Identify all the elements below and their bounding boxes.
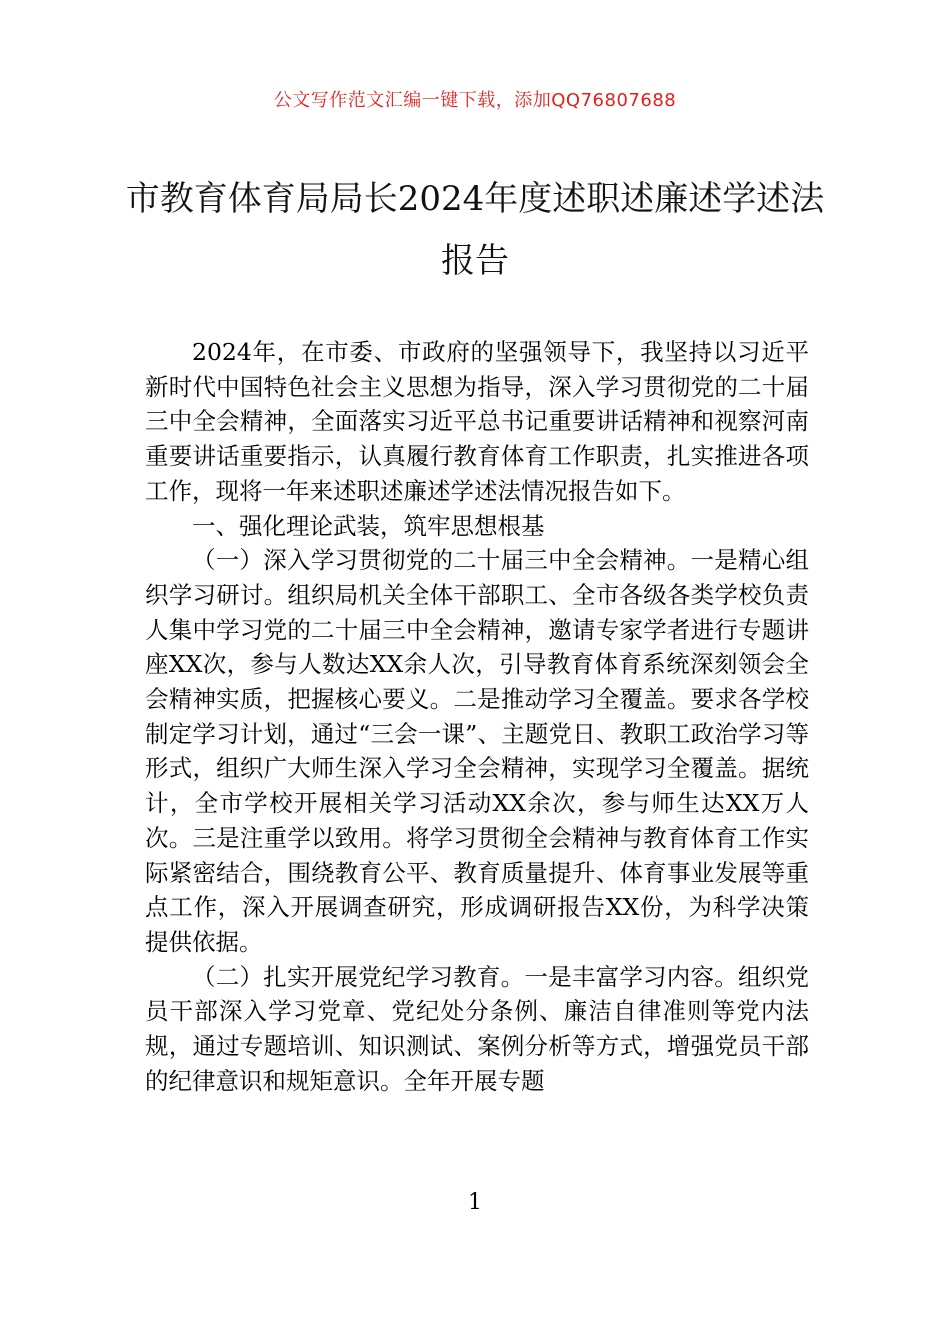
section-heading-1: 一、强化理论武装，筑牢思想根基	[192, 511, 545, 540]
paragraph-subsection-2: （二）扎实开展党纪学习教育。一是丰富学习内容。组织党员干部深入学习党章、党纪处分条例、廉洁自律准则等党内法规，通过专题培训、知识测试、案例分析等方式，增强党员干部的纪律意识和规矩意识。全年开展专题	[145, 962, 809, 1095]
paragraph-subsection-1: （一）深入学习贯彻党的二十届三中全会精神。一是精心组织学习研讨。组织局机关全体干部职工、全市各级各类学校负责人集中学习党的二十届三中全会精神，邀请专家学者进行专题讲座XX次，参与人数达XX余人次，引导教育体育系统深刻领会全会精神实质，把握核心要义。二是推动学习全覆盖。要求各学校制定学习计划，通过“三会一课”、主题党日、教职工政治学习等形式，组织广大师生深入学习全会精神，实现学习全覆盖。据统计，全市学校开展相关学习活动XX余次，参与师生达XX万人次。三是注重学以致用。将学习贯彻全会精神与教育体育工作实际紧密结合，围绕教育公平、教育质量提升、体育事业发展等重点工作，深入开展调查研究，形成调研报告XX份，为科学决策提供依据。	[145, 546, 809, 956]
document-title: 市教育体育局局长2024年度述职述廉述学述法报告	[125, 179, 825, 281]
page-number: 1	[468, 1190, 482, 1215]
paragraph-intro: 2024年，在市委、市政府的坚强领导下，我坚持以习近平新时代中国特色社会主义思想为指导，深入学习贯彻党的二十届三中全会精神，全面落实习近平总书记重要讲话精神和视察河南重要讲话重要指示，认真履行教育体育工作职责，扎实推进各项工作，现将一年来述职述廉述学述法情况报告如下。	[145, 338, 809, 505]
watermark-banner: 公文写作范文汇编一键下载，添加QQ76807688	[273, 90, 677, 111]
document-body	[145, 335, 809, 1098]
